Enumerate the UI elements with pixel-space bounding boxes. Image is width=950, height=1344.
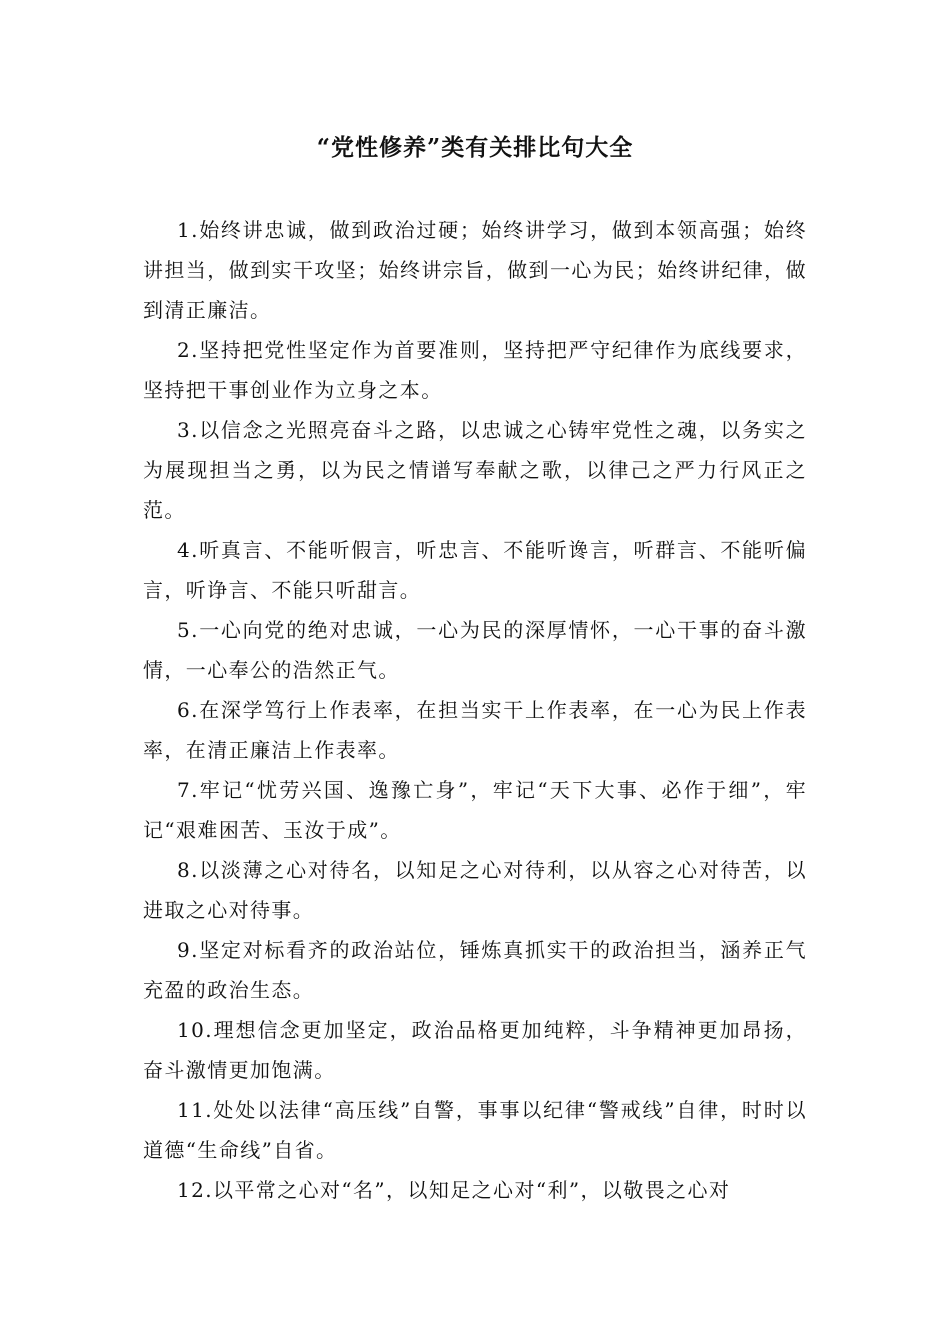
paragraph-7: 7.牢记“忧劳兴国、逸豫亡身”，牢记“天下大事、必作于细”，牢记“艰难困苦、玉汝于成”。 xyxy=(143,778,807,842)
paragraph-12: 12.以平常之心对“名”，以知足之心对“利”，以敬畏之心对 xyxy=(177,1178,731,1202)
paragraph-9: 9.坚定对标看齐的政治站位，锤炼真抓实干的政治担当，涵养正气充盈的政治生态。 xyxy=(143,938,807,1002)
paragraph-2: 2.坚持把党性坚定作为首要准则，坚持把严守纪律作为底线要求，坚持把干事创业作为立身之本。 xyxy=(143,338,807,402)
paragraph-3: 3.以信念之光照亮奋斗之路，以忠诚之心铸牢党性之魂，以务实之为展现担当之勇，以为民之情谱写奉献之歌，以律己之严力行风正之范。 xyxy=(143,418,807,522)
document-body xyxy=(143,210,807,1210)
paragraph-4: 4.听真言、不能听假言，听忠言、不能听谗言，听群言、不能听偏言，听诤言、不能只听甜言。 xyxy=(143,538,807,602)
paragraph-11: 11.处处以法律“高压线”自警，事事以纪律“警戒线”自律，时时以道德“生命线”自省。 xyxy=(143,1098,807,1162)
paragraph-1: 1.始终讲忠诚，做到政治过硬；始终讲学习，做到本领高强；始终讲担当，做到实干攻坚；始终讲宗旨，做到一心为民；始终讲纪律，做到清正廉洁。 xyxy=(143,218,807,322)
paragraph-8: 8.以淡薄之心对待名，以知足之心对待利，以从容之心对待苦，以进取之心对待事。 xyxy=(143,858,807,922)
document-title: “党性修养”类有关排比句大全 xyxy=(316,134,634,161)
paragraph-10: 10.理想信念更加坚定，政治品格更加纯粹，斗争精神更加昂扬，奋斗激情更加饱满。 xyxy=(143,1018,807,1082)
paragraph-6: 6.在深学笃行上作表率，在担当实干上作表率，在一心为民上作表率，在清正廉洁上作表率。 xyxy=(143,698,807,762)
paragraph-5: 5.一心向党的绝对忠诚，一心为民的深厚情怀，一心干事的奋斗激情，一心奉公的浩然正气。 xyxy=(143,618,807,682)
